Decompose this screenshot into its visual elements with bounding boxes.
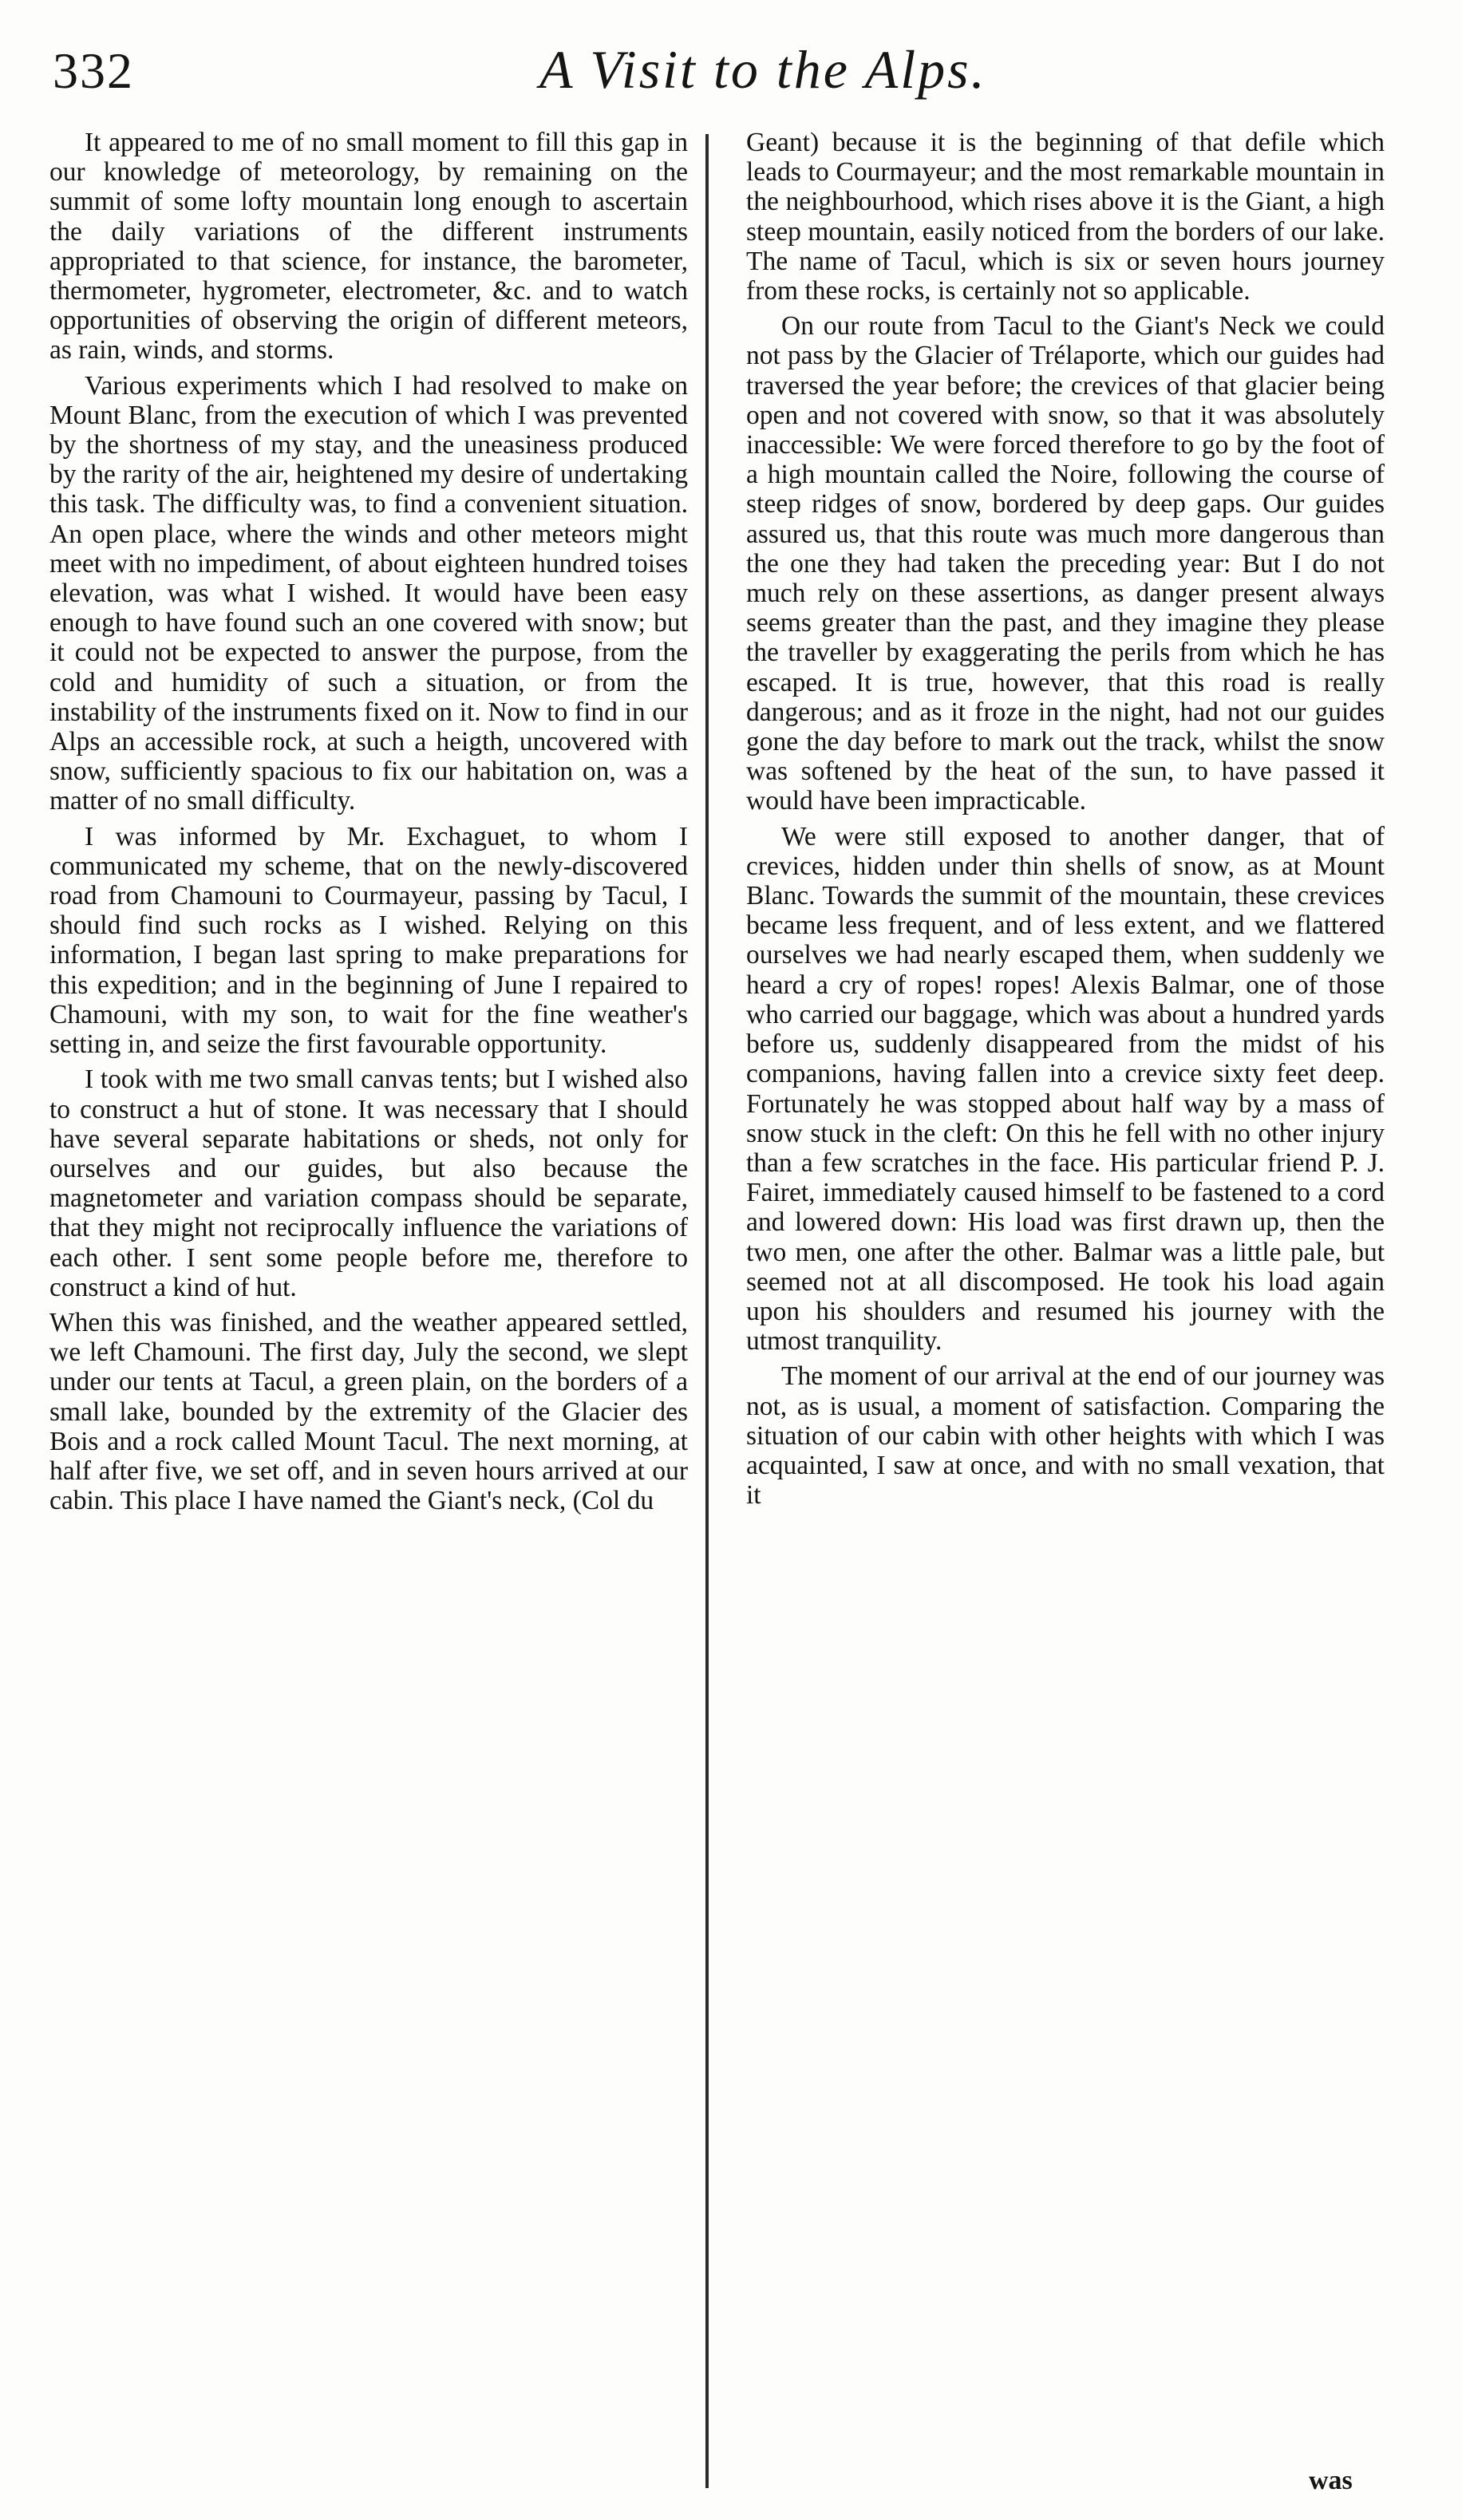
left-column — [49, 128, 688, 1521]
paragraph: I was informed by Mr. Exchaguet, to whom I communicated my scheme, that on the newly-discovered road from Chamouni to Courmayeur, passing by Tacul, I should find such rocks as I wished. Relying on this information, I began last spring to make preparations for this expedition; and in the beginning of June I repaired to Chamouni, with my son, to wait for the fine weather's setting in, and seize the first favourable opportunity. — [49, 821, 688, 1060]
paragraph: On our route from Tacul to the Giant's Neck we could not pass by the Glacier of Trélaporte, which our guides had traversed the year before; the crevices of that glacier being open and not covered with snow, so that it was absolutely inaccessible: We were forced therefore to go by the foot of a high mountain called the Noire, following the course of steep ridges of snow, bordered by deep gaps. Our guides assured us, that this route was much more dangerous than the one they had taken the preceding year: But I do not much rely on these assertions, as danger present always seems greater than the past, and they imagine they please the traveller by exaggerating the perils from which he has escaped. It is true, however, that this road is really dangerous; and as it froze in the night, had not our guides gone the day before to mark out the track, whilst the snow was softened by the heat of the sun, to have passed it would have been impracticable. — [746, 311, 1385, 816]
page-number: 332 — [53, 42, 134, 99]
paragraph: We were still exposed to another danger, that of crevices, hidden under thin shells of snow, as at Mount Blanc. Towards the summit of the mountain, these crevices became less frequent, and of less extent, and we flattered ourselves we had nearly escaped them, when suddenly we heard a cry of ropes! ropes! Alexis Balmar, one of those who carried our baggage, which was about a hundred yards before us, suddenly disappeared from the midst of his companions, having fallen into a crevice sixty feet deep. Fortunately he was stopped about half way by a mass of snow stuck in the cleft: On this he fell with no other injury than a few scratches in the face. His particular friend P. J. Fairet, immediately caused himself to be fastened to a cord and lowered down: His load was first drawn up, then the two men, one after the other. Balmar was a little pale, but seemed not at all discomposed. He took his load again upon his shoulders and resumed his journey with the utmost tranquility. — [746, 821, 1385, 1357]
page-header — [53, 35, 1409, 123]
catchword: was — [1309, 2466, 1353, 2495]
paragraph: The moment of our arrival at the end of our journey was not, as is usual, a moment of satisfaction. Comparing the situation of our cabin with other heights with which I was acquainted, I saw at once, and with no small vexation, that it — [746, 1361, 1385, 1511]
paragraph: I took with me two small canvas tents; but I wished also to construct a hut of stone. It was necessary that I should have several separate habitations or sheds, not only for ourselves and our guides, but also because the magnetometer and variation compass should be separate, that they might not reciprocally influence the variations of each other. I sent some people before me, therefore to construct a kind of hut. — [49, 1064, 688, 1302]
paragraph: It appeared to me of no small moment to fill this gap in our knowledge of meteorology, by remaining on the summit of some lofty mountain long enough to ascertain the daily variations of the different instruments appropriated to that science, for instance, the barometer, thermometer, hygrometer, electrometer, &c. and to watch opportunities of observing the origin of different meteors, as rain, winds, and storms. — [49, 128, 688, 365]
paragraph-continued: Geant) because it is the beginning of that defile which leads to Courmayeur; and the most remarkable mountain in the neighbourhood, which rises above it is the Giant, a high steep mountain, easily noticed from the borders of our lake. The name of Tacul, which is six or seven hours journey from these rocks, is certainly not so applicable. — [746, 128, 1385, 306]
paragraph: When this was finished, and the weather appeared settled, we left Chamouni. The first day, July the second, we slept under our tents at Tacul, a green plain, on the borders of a small lake, bounded by the extremity of the Glacier des Bois and a rock called Mount Tacul. The next morning, at half after five, we set off, and in seven hours arrived at our cabin. This place I have named the Giant's neck, (Col du — [49, 1307, 688, 1516]
column-divider — [705, 134, 709, 2488]
running-title: A Visit to the Alps. — [539, 39, 987, 100]
right-column — [746, 128, 1385, 1515]
paragraph: Various experiments which I had resolved to make on Mount Blanc, from the execution of which I was prevented by the shortness of my stay, and the uneasiness produced by the rarity of the air, heightened my desire of undertaking this task. The difficulty was, to find a convenient situation. An open place, where the winds and other meteors might meet with no impediment, of about eighteen hundred toises elevation, was what I wished. It would have been easy enough to have found such an one covered with snow; but it could not be expected to answer the purpose, from the cold and humidity of such a situation, or from the instability of the instruments fixed on it. Now to find in our Alps an accessible rock, at such a heigth, uncovered with snow, sufficiently spacious to fix our habitation on, was a matter of no small difficulty. — [49, 370, 688, 816]
